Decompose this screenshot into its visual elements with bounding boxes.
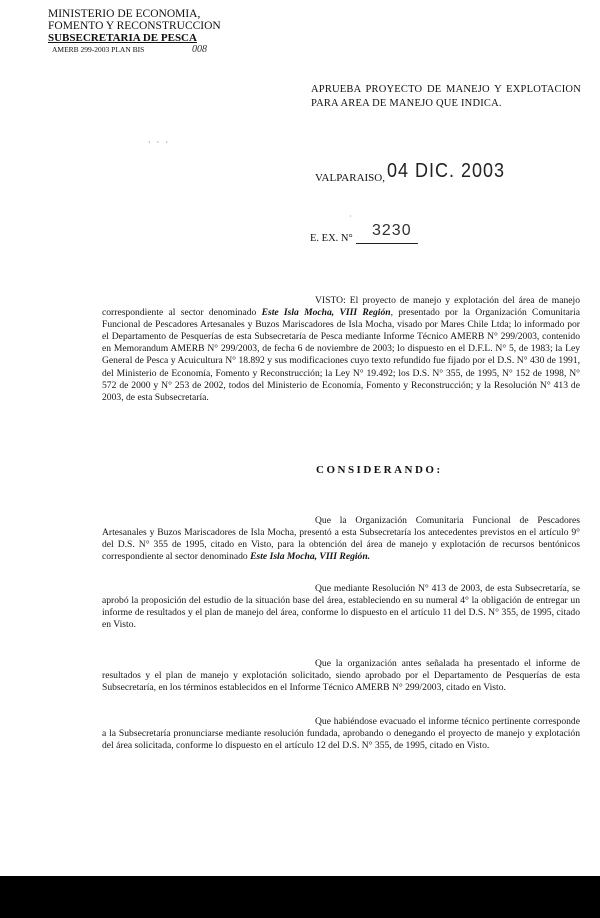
visto-paragraph <box>102 295 580 404</box>
considerando-1-text: Que la Organización Comunitaria Funcional de Pescadores Artesanales y Buzos Mariscadores de Isla Mocha, presentó a esta Subsecretaría los antecedentes previstos en el artículo 9° del D.S. N° 355 de 1995, citado en Visto, para la obtención del área de manejo y explotación de recursos bentónicos correspondiente al sector denominado <box>102 515 580 563</box>
exento-number-stamp: 3230 <box>372 222 412 239</box>
scan-border-bar <box>0 876 600 918</box>
letterhead-ministry-2: FOMENTO Y RECONSTRUCCION <box>48 20 221 32</box>
letterhead-subsecretaria: SUBSECRETARIA DE PESCA <box>48 32 197 44</box>
date-stamp: 04 DIC. 2003 <box>387 158 506 182</box>
considerando-heading: CONSIDERANDO: <box>316 464 443 476</box>
scan-speckle: · <box>349 212 352 221</box>
document-subject: APRUEBA PROYECTO DE MANEJO Y EXPLOTACION PARA AREA DE MANEJO QUE INDICA. <box>311 84 581 109</box>
place-label: VALPARAISO, <box>315 172 385 184</box>
handwritten-mark: 008 <box>192 44 207 55</box>
visto-text-a: VISTO: El proyecto de manejo y explotación del área de manejo correspondiente al sector denominado <box>102 295 580 319</box>
considerando-paragraph-4: Que habiéndose evacuado el informe técnico pertinente corresponde a la Subsecretaría pronunciarse mediante resolución fundada, aprobando o denegando el proyecto de manejo y explotación del área solicitada, conforme lo dispuesto en el artículo 12 del D.S. N° 355, de 1995, citado en Visto. <box>102 716 580 752</box>
considerando-1-sector: Este Isla Mocha, VIII Región. <box>250 551 371 563</box>
considerando-paragraph-1 <box>102 515 580 563</box>
considerando-paragraph-3: Que la organización antes señalada ha presentado el informe de resultados y el plan de manejo y explotación solicitado, siendo aprobado por el Departamento de Pesquerías de esta Subsecretaría, en los términos establecidos en el Informe Técnico AMERB N° 299/2003, citado en Visto. <box>102 658 580 694</box>
visto-sector-name: Este Isla Mocha, VIII Región <box>261 307 391 319</box>
letterhead-ministry: MINISTERIO DE ECONOMIA, <box>48 8 201 20</box>
exento-label: E. EX. N° <box>310 233 353 244</box>
visto-text-c: , presentado por la Organización Comunitaria Funcional de Pescadores Artesanales y Buzos Mariscadores de Isla Mocha, visado por Mares Chile Ltda; lo informado por el Departamento de Pesquerías de esta Subsecretaría de Pesca mediante Informe Técnico AMERB N° 299/2003, contenido en Memorandum AMERB N° 299/2003, de fecha 6 de noviembre de 2003; lo dispuesto en el D.F.L. N° 5, de 1983; la Ley General de Pesca y Acuicultura N° 18.892 y sus modificaciones cuyo texto refundido fue fijado por el D.S. N° 430 de 1991, del Ministerio de Economía, Fomento y Reconstrucción; la Ley N° 19.492; los D.S. N° 355, de 1995, N° 152 de 1998, N° 572 de 2000 y N° 253 de 2002, todos del Ministerio de Economía, Fomento y Reconstrucción; y la Resolución N° 413 de 2003, de esta Subsecretaría. <box>102 307 581 403</box>
letterhead-reference: AMERB 299-2003 PLAN BIS <box>52 45 145 54</box>
scan-speckles: · · · <box>148 138 170 147</box>
considerando-paragraph-2: Que mediante Resolución N° 413 de 2003, de esta Subsecretaría, se aprobó la proposición del estudio de la situación base del área, estableciendo en su numeral 4° la obligación de entregar un informe de resultados y el plan de manejo del área, conforme lo dispuesto en el artículo 11 del D.S. N° 355, de 1995, citado en Visto. <box>102 583 580 631</box>
